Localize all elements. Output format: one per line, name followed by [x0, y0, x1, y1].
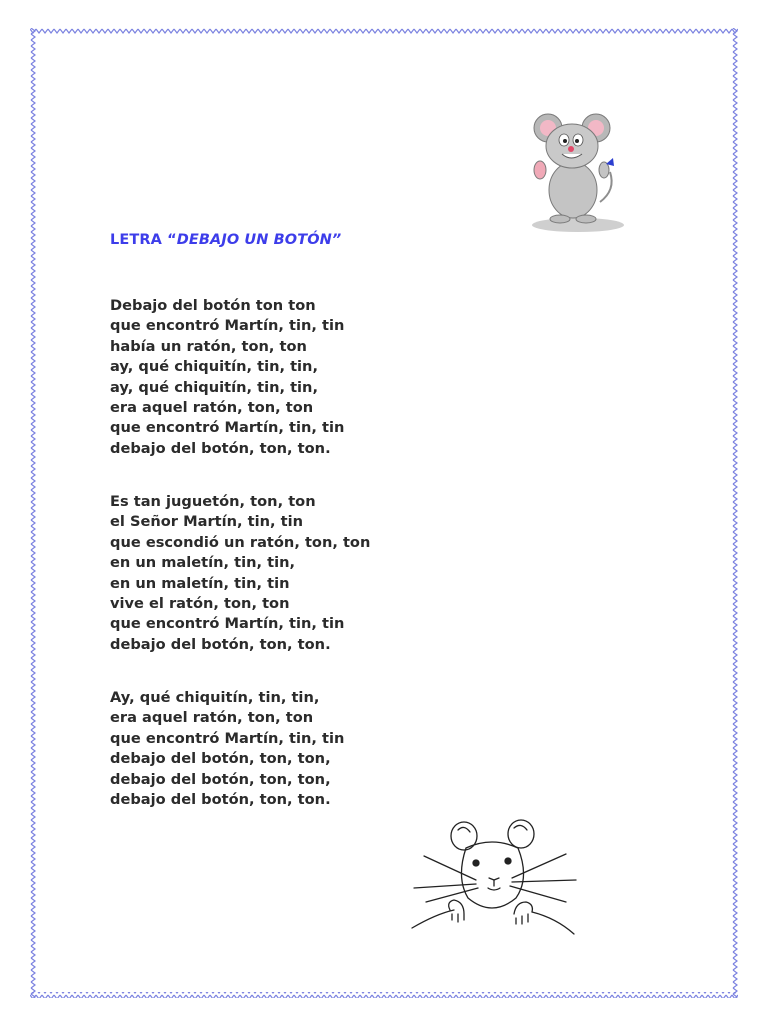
- lyric-line: debajo del botón, ton, ton.: [110, 635, 331, 653]
- song-title: [110, 232, 341, 248]
- title-suffix: ”: [331, 232, 342, 248]
- lyric-line: ay, qué chiquitín, tin, tin,: [110, 358, 318, 376]
- lyric-line: que escondió un ratón, ton, ton: [110, 533, 371, 551]
- stanza-2: [110, 492, 370, 655]
- stanza-1: [110, 296, 344, 459]
- lyric-line: debajo del botón, ton, ton.: [110, 791, 331, 809]
- lyric-line: vive el ratón, ton, ton: [110, 595, 290, 613]
- lyric-line: que encontró Martín, tin, tin: [110, 317, 345, 335]
- lyric-line: Ay, qué chiquitín, tin, tin,: [110, 689, 320, 706]
- lyric-line: debajo del botón, ton, ton,: [110, 750, 331, 768]
- lyric-line: ay, qué chiquitín, tin, tin,: [110, 378, 318, 396]
- stanza-3: [110, 688, 344, 810]
- lyric-line: que encontró Martín, tin, tin: [110, 729, 345, 747]
- title-song-name: DEBAJO UN BOTÓN: [176, 232, 332, 248]
- lyric-line: Es tan juguetón, ton, ton: [110, 493, 316, 510]
- lyric-line: que encontró Martín, tin, tin: [110, 419, 345, 437]
- cartoon-mouse-icon: [518, 110, 633, 235]
- lyric-line: era aquel ratón, ton, ton: [110, 709, 314, 727]
- lyric-line: debajo del botón, ton, ton.: [110, 439, 331, 457]
- lyric-line: el Señor Martín, tin, tin: [110, 513, 304, 531]
- lyric-line: había un ratón, ton, ton: [110, 337, 307, 355]
- sketch-mouse-icon: [406, 818, 586, 940]
- lyric-line: Debajo del botón ton ton: [110, 297, 316, 314]
- lyric-line: que encontró Martín, tin, tin: [110, 615, 345, 633]
- lyric-line: en un maletín, tin, tin: [110, 574, 290, 592]
- lyric-line: era aquel ratón, ton, ton: [110, 399, 314, 417]
- lyric-line: en un maletín, tin, tin,: [110, 554, 296, 572]
- lyric-line: debajo del botón, ton, ton,: [110, 770, 331, 788]
- title-prefix: LETRA “: [110, 232, 177, 248]
